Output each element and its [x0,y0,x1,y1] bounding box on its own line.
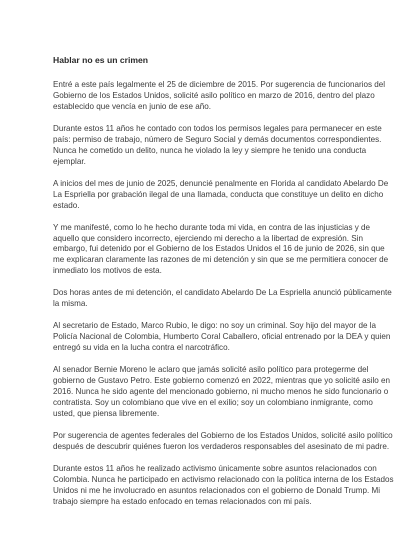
paragraph-activism: Durante estos 11 años he realizado activismo únicamente sobre asuntos relacionados con Colombia. Nunca he participado en activismo relacionado con la política interna de los Estados Unidos ni me he involucrado en asuntos relacionados con el gobierno de Donald Trump. Mi trabajo siempre ha estado enfocado en temas relacionados con mi país. [53,463,394,506]
paragraph-permits: Durante estos 11 años he contado con todos los permisos legales para permanecer en este país: permiso de trabajo, número de Seguro Social y demás documentos correspondientes. Nunca he cometido un delito, nunca he violado la ley y siempre he tenido una conducta ejemplar. [53,123,382,166]
paragraph-announcement: Dos horas antes de mi detención, el candidato Abelardo De La Espriella anunció públicamente la misma. [53,288,392,309]
paragraph-asylum-reason: Por sugerencia de agentes federales del Gobierno de los Estados Unidos, solicité asilo político después de descubrir quiénes fueron los verdaderos responsables del asesinato de mi padre. [53,430,393,451]
paragraph-moreno: Al senador Bernie Moreno le aclaro que jamás solicité asilo político para protegerme del gobierno de Gustavo Petro. Este gobierno comenzó en 2022, mientras que yo solicité asilo en 2016. Nunca he sido agente del mencionado gobierno, ni mucho menos he sido funcionario o contratista. Soy un colombiano que vive en el exilio; soy un colombiano inmigrante, como usted, que piensa libremente. [53,365,390,418]
paragraph-complaint: A inicios del mes de junio de 2025, denuncié penalmente en Florida al candidato Abelardo De La Espriella por grabación ilegal de una llamada, conducta que constituye un delito en dicho estado. [53,178,389,210]
paragraph-rubio: Al secretario de Estado, Marco Rubio, le digo: no soy un criminal. Soy hijo del mayor de la Policía Nacional de Colombia, Humberto Coral Caballero, oficial entrenado por la DEA y quien entregó su vida en la lucha contra el narcotráfico. [53,321,391,353]
document-title: Hablar no es un crimen [53,55,149,65]
paragraph-detention: Y me manifesté, como lo he hecho durante toda mi vida, en contra de las injusticias y de aquello que considero incorrecto, ejerciendo mi derecho a la libertad de expresión. Sin embargo, fui detenido por el Gobierno de los Estados Unidos el 16 de junio de 2026, sin que me explicaran claramente las razones de mi detención y sin que se me permitiera conocer de inmediato los motivos de esta. [53,222,389,276]
paragraph-entry: Entré a este país legalmente el 25 de diciembre de 2015. Por sugerencia de funcionarios del Gobierno de los Estados Unidos, solicité asilo político en marzo de 2016, dentro del plazo establecido que vencía en junio de ese año. [53,80,386,111]
